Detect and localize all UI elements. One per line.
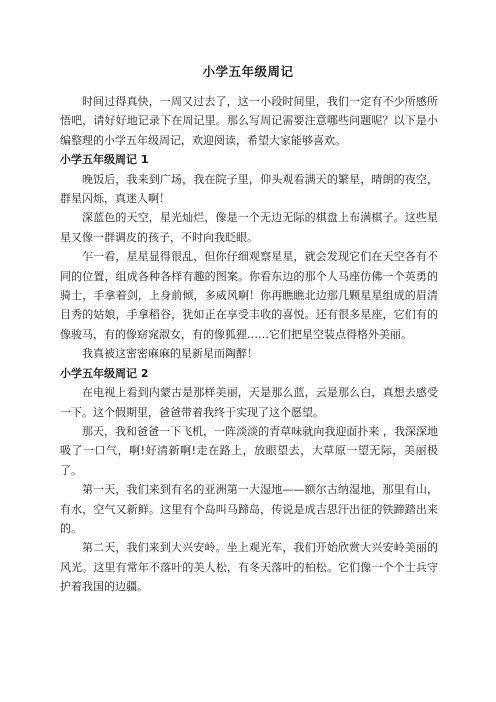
intro-paragraph: 时间过得真快，一周又过去了，这一小段时间里，我们一定有不少所感所悟吧，请好好地记录下在周记里。那么写周记需要注意哪些问题呢？以下是小编整理的小学五年级周记，欢迎阅读，希望大家能够喜欢。: [60, 95, 438, 147]
paragraph: 深蓝色的天空，星光灿烂，像是一个无边无际的棋盘上布满棋子。这些星星又像一群调皮的孩子，不时向我眨眼。: [60, 211, 438, 244]
paragraph: 那天，我和爸爸一下飞机，一阵淡淡的青草味就向我迎面扑来 ，我深深地吸了一口气，啊!好清新啊!走在路上，放眼望去，大草原一望无际，美丽极了。: [60, 424, 438, 477]
document-body: [60, 92, 438, 597]
paragraph: 在电视上看到内蒙古是那样美丽，天是那么蓝，云是那么白，真想去感受一下。这个假期里，爸爸带着我终于实现了这个愿望。: [60, 386, 438, 419]
page-title: 小学五年级周记: [202, 64, 294, 79]
paragraph: 第一天，我们来到有名的亚洲第一大湿地——额尔古纳湿地，那里有山，有水，空气又新鲜。这里有个岛叫马蹄岛，传说是成吉思汗出征的铁蹄踏出来的。: [60, 483, 438, 535]
paragraph: 第二天，我们来到大兴安岭。坐上观光车，我们开始欣赏大兴安岭美丽的风光。这里有常年不落叶的美人松，有冬天落叶的柏松。它们像一个个士兵守护着我国的边疆。: [60, 541, 438, 594]
paragraph: 我真被这密密麻麻的星新星而陶醉！: [82, 347, 258, 361]
section-heading: 小学五年级周记 2: [60, 366, 149, 380]
section-heading: 小学五年级周记 1: [60, 153, 149, 167]
paragraph: 乍一看，星星显得很乱，但你仔细观察星星，就会发现它们在天空各有不同的位置，组成各种各样有趣的图案。你看东边的那个人马座仿佛一个英勇的骑士，手拿着剑，上身前倾，多威风啊！你再瞧瞧北边那几颗星星组成的眉清目秀的姑娘，手拿稻谷，犹如正在享受丰收的喜悦。还有很多星座，它们有的像骏马，有的像窈窕淑女，有的像狐狸……它们把星空装点得格外美丽。: [60, 250, 438, 341]
paragraph: 晚饭后，我来到广场，我在院子里，仰头观看满天的繁星，晴朗的夜空，群星闪烁，真迷人啊！: [60, 172, 438, 206]
